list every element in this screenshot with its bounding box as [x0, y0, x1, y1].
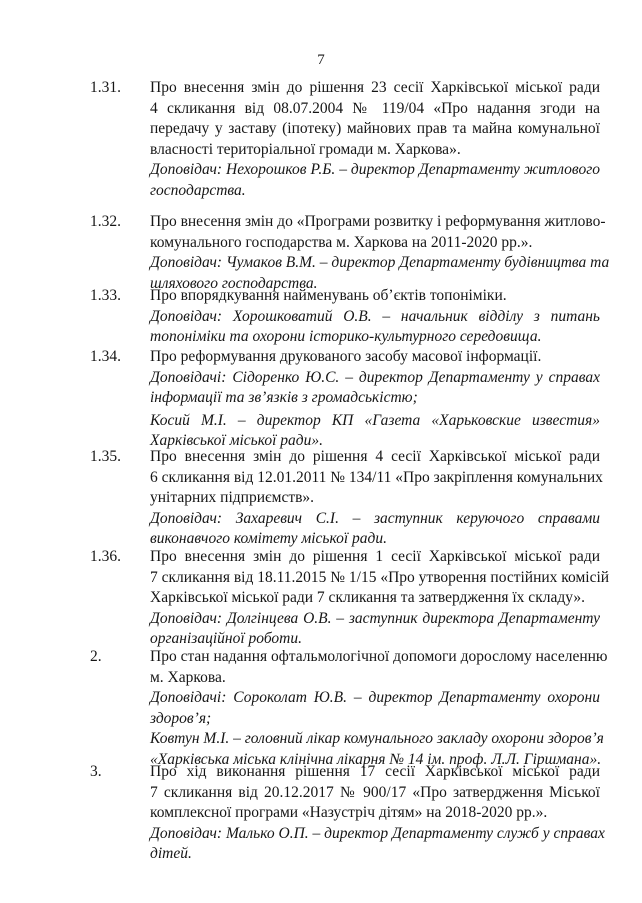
item-number: 1.34.: [90, 348, 121, 365]
item-text-line: Про впорядкування найменувань об’єктів топоніміки.: [150, 287, 507, 304]
item-body: [150, 762, 605, 865]
reporter-line: топоніміки та охорони історико-культурного середовища.: [150, 328, 542, 345]
item-number: 1.31.: [90, 79, 121, 96]
item-text-line: передачу у заставу (іпотеку) майнових прав та майна комунальної: [150, 120, 600, 137]
reporter-line: господарства.: [150, 181, 246, 199]
reporter-line: шляхового господарства.: [150, 274, 318, 292]
reporter-line: Харківської міської ради».: [150, 432, 324, 449]
item-text-line: Харківської міської ради 7 скликання та затвердження їх складу».: [150, 589, 585, 606]
reporter-line: Доповідачі: Сідоренко Ю.С. – директор Департаменту у справах: [150, 368, 600, 386]
reporter-line: Доповідач: Нехорошков Р.Б. – директор Департаменту житлового: [150, 161, 600, 178]
page-number: 7: [317, 52, 325, 68]
item-text-line: унітарних підприємств».: [150, 489, 315, 506]
reporter-line: Доповідач: Долгінцева О.В. – заступник директора Департаменту: [150, 609, 600, 627]
item-text-line: Про внесення змін до рішення 23 сесії Харківської міської ради: [150, 79, 600, 96]
item-body: [150, 212, 610, 294]
reporter-line: Доповідачі: Сороколат Ю.В. – директор Департаменту охорони: [150, 689, 600, 706]
item-number: 1.35.: [90, 448, 121, 465]
reporter-line: виконавчого комітету міської ради.: [150, 530, 388, 547]
item-number: 1.32.: [90, 213, 121, 230]
item-number: 1.36.: [90, 548, 121, 565]
reporter-line: «Харківська міська клінічна лікарня № 14 ім. проф. Л.Л. Гіршмана».: [150, 750, 602, 768]
reporter-line: Косий М.І. – директор КП «Газета «Харьковские известия»: [150, 411, 600, 429]
item-body: [150, 447, 603, 550]
reporter-line: Доповідач: Чумаков В.М. – директор Департаменту будівництва та: [150, 254, 610, 271]
reporter-line: Доповідач: Хорошковатий О.В. – начальник відділу з питань: [150, 307, 600, 325]
item-text-line: власності територіальної громади м. Харкова».: [150, 140, 461, 158]
item-body: [150, 347, 600, 452]
item-text-line: Про стан надання офтальмологічної допомоги дорослому населенню: [150, 648, 608, 665]
item-text-line: Про хід виконання рішення 17 сесії Харківської міської ради: [150, 763, 600, 780]
item-text-line: комунального господарства м. Харкова на 2011-2020 рр.».: [150, 233, 533, 251]
item-text-line: м. Харкова.: [150, 668, 226, 686]
item-body: [150, 547, 610, 650]
reporter-line: Доповідач: Захаревич С.І. – заступник керуючого справами: [150, 509, 600, 527]
item-text-line: Про реформування друкованого засобу масової інформації.: [150, 348, 542, 365]
reporter-line: Доповідач: Малько О.П. – директор Департаменту служб у справах: [150, 824, 605, 842]
item-text-line: комплексної програми «Назустріч дітям» на 2018-2020 рр.».: [150, 804, 548, 821]
item-text-line: 6 скликання від 12.01.2011 № 134/11 «Про закріплення комунальних: [150, 468, 603, 486]
item-number: 1.33.: [90, 287, 121, 304]
item-text-line: Про внесення змін до «Програми розвитку і реформування житлово-: [150, 213, 606, 230]
item-text-line: Про внесення змін до рішення 4 сесії Харківської міської ради: [150, 448, 600, 465]
reporter-line: Ковтун М.І. – головний лікар комунального закладу охорони здоров’я: [150, 730, 604, 747]
item-text-line: 7 скликання від 18.11.2015 № 1/15 «Про утворення постійних комісій: [150, 568, 610, 586]
item-number: 2.: [90, 648, 102, 665]
item-number: 3.: [90, 763, 102, 780]
reporter-line: дітей.: [150, 845, 192, 862]
item-text-line: Про внесення змін до рішення 1 сесії Харківської міської ради: [150, 548, 600, 565]
item-text-line: 7 скликання від 20.12.2017 № 900/17 «Про затвердження Міської: [150, 783, 600, 801]
item-body: [150, 647, 608, 770]
item-body: [150, 286, 600, 348]
reporter-line: організаційної роботи.: [150, 630, 302, 647]
reporter-line: інформації та зв’язків з громадськістю;: [150, 389, 418, 406]
reporter-line: здоров’я;: [150, 709, 212, 727]
item-body: [150, 78, 600, 201]
item-text-line: 4 скликання від 08.07.2004 № 119/04 «Про надання згоди на: [150, 99, 600, 117]
